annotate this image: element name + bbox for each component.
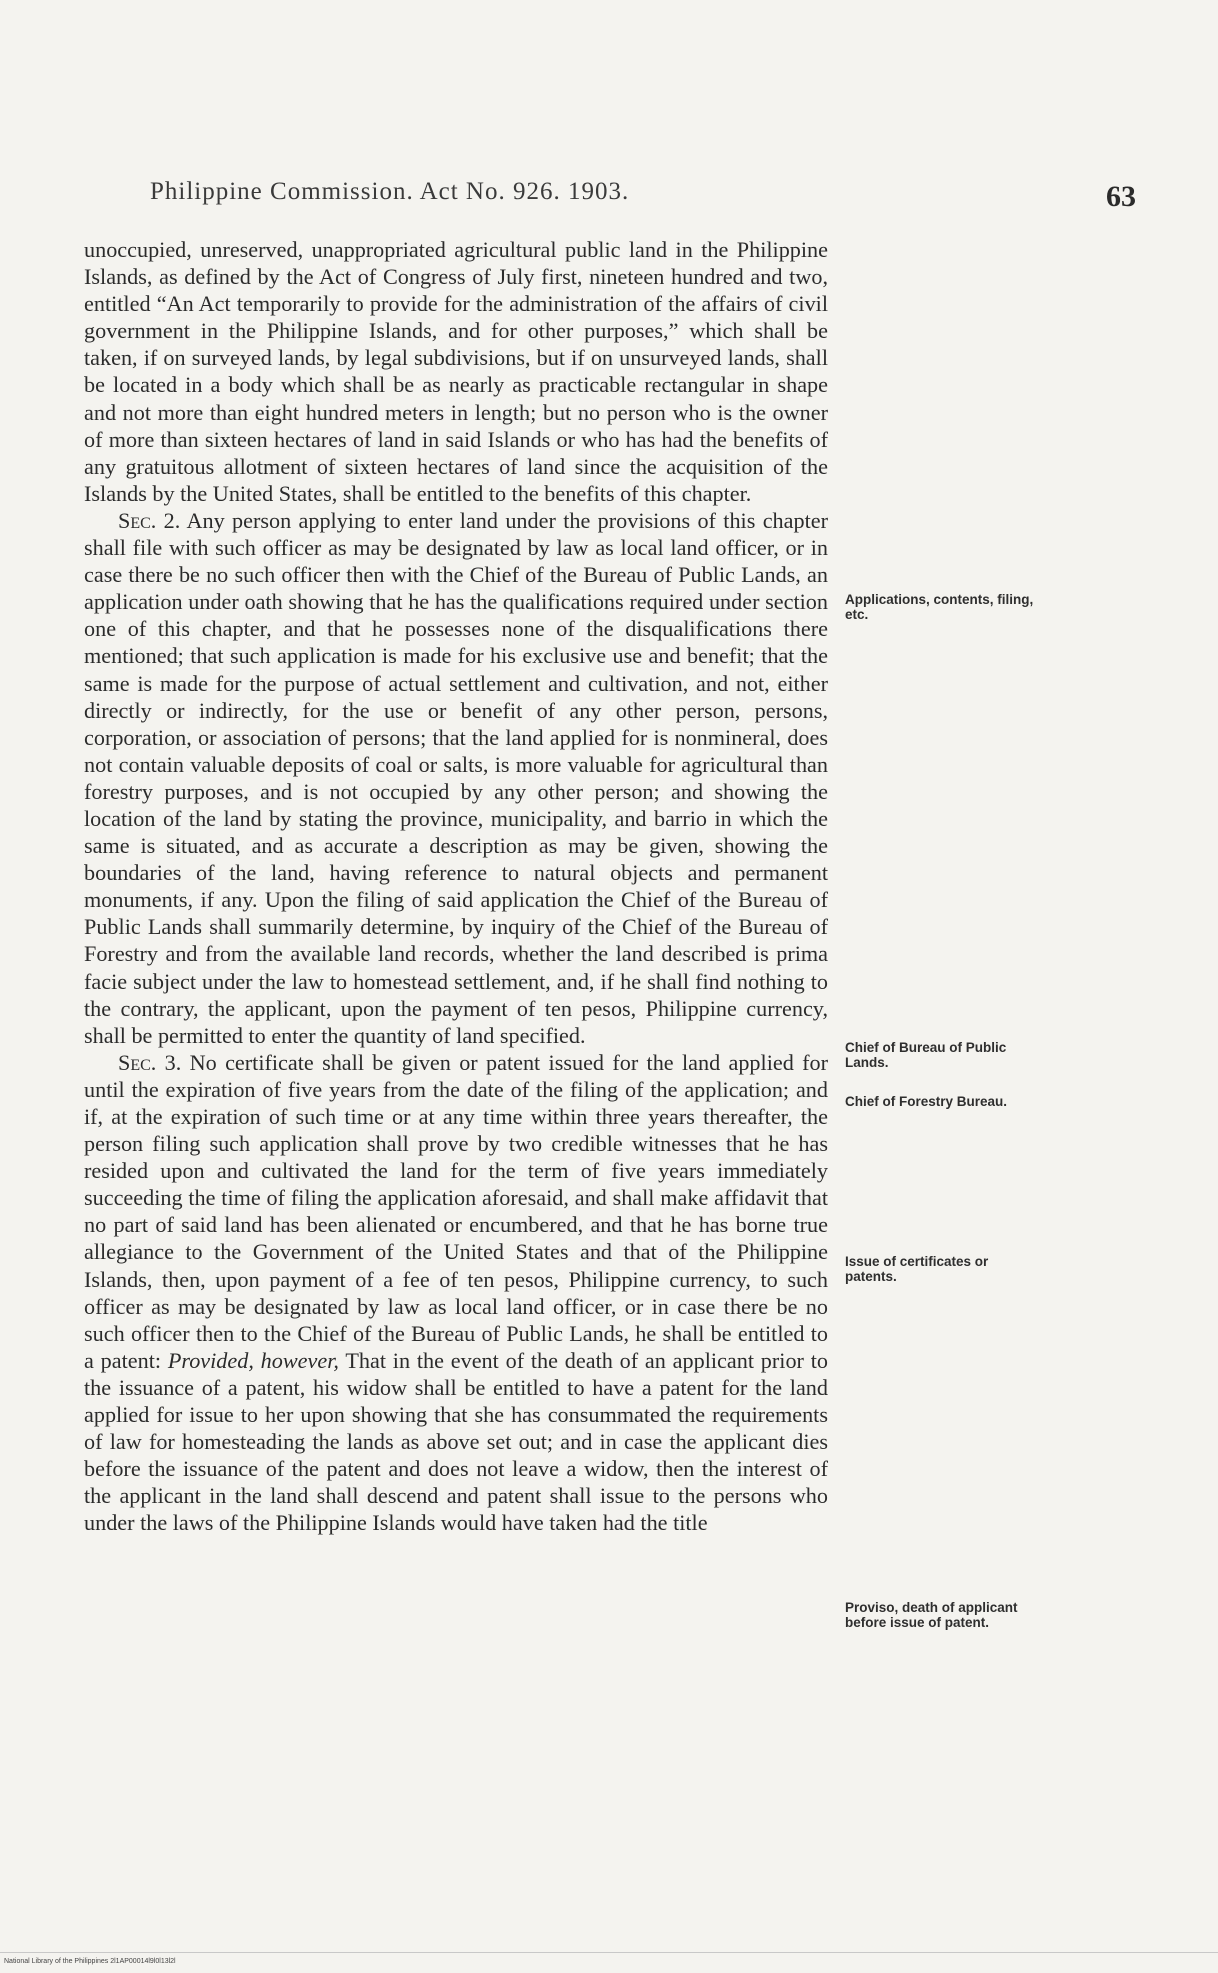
margin-note-applications: Applications, contents, filing, etc. [845, 592, 1034, 622]
section-2-label: Sec. 2. [118, 507, 181, 533]
proviso-phrase: Provided, however, [167, 1347, 339, 1373]
margin-note-chief-forestry: Chief of Forestry Bureau. [845, 1094, 1008, 1109]
section-3-text: No certificate shall be given or patent issued for the land applied for until the expiration of five years from the date of the filing of the application; and if, at the expiration of such time or at any time within three years thereafter, the person filing such application shall prove by two credible witnesses that he has resided upon and cultivated the land for the term of five years immediately succeeding the time of filing the application aforesaid, and shall make affidavit that no part of said land has been alienated or encumbered, and that he has borne true allegiance to the Government of the United States and that of the Philippine Islands, then, upon payment of a fee of ten pesos, Philippine currency, to such officer as may be designated by law as local land officer, or in case there be no such officer then to the Chief of the Bureau of Public Lands, he shall be entitled to a patent: [84, 1049, 828, 1373]
margin-note-issue-certificates: Issue of certificates or patents. [845, 1254, 989, 1284]
section-3-label: Sec. 3. [118, 1049, 182, 1075]
margin-note-proviso: Proviso, death of applicant before issue of patent. [845, 1600, 1018, 1630]
running-head: Philippine Commission. Act No. 926. 1903. [150, 178, 630, 205]
body-text [84, 236, 828, 1537]
margin-note-chief-public-lands: Chief of Bureau of Public Lands. [845, 1040, 1007, 1070]
footer-attribution: National Library of the Philippines 2l1AP00014l9l0l13l2l [4, 1958, 176, 1965]
paragraph-continuation: unoccupied, unreserved, unappropriated agricultural public land in the Philippine Islands, as defined by the Act of Congress of July first, nineteen hundred and two, entitled “An Act temporarily to provide for the administration of the affairs of civil government in the Philippine Islands, and for other purposes,” which shall be taken, if on surveyed lands, by legal subdivisions, but if on unsurveyed lands, shall be located in a body which shall be as nearly as practicable rectangular in shape and not more than eight hundred meters in length; but no person who is the owner of more than sixteen hectares of land in said Islands or who has had the benefits of any gratuitous allotment of sixteen hectares of land since the acquisition of the Islands by the United States, shall be entitled to the benefits of this chapter. [84, 237, 828, 506]
page-number: 63 [1106, 180, 1136, 213]
section-2-text: Any person applying to enter land under the provisions of this chapter shall file with such officer as may be designated by law as local land officer, or in case there be no such officer then with the Chief of the Bureau of Public Lands, an application under oath showing that he has the qualifications required under section one of this chapter, and that he possesses none of the disqualifications there mentioned; that such application is made for his exclusive use and benefit; that the same is made for the purpose of actual settlement and cultivation, and not, either directly or indirectly, for the use or benefit of any other person, persons, corporation, or association of persons; that the land applied for is nonmineral, does not contain valuable deposits of coal or salts, is more valuable for agricultural than forestry purposes, and is not occupied by any other person; and showing the location of the land by stating the province, municipality, and barrio in which the same is situated, and as accurate a description as may be given, showing the boundaries of the land, having reference to natural objects and permanent monuments, if any. Upon the filing of said application the Chief of the Bureau of Public Lands shall summarily determine, by inquiry of the Chief of the Bureau of Forestry and from the available land records, whether the land described is prima facie subject under the law to homestead settlement, and, if he shall find nothing to the contrary, the applicant, upon the payment of ten pesos, Philippine currency, shall be permitted to enter the quantity of land specified. [84, 507, 828, 1048]
section-3 [84, 1049, 828, 1537]
footer-divider [0, 1952, 1218, 1953]
section-2 [84, 507, 828, 1049]
section-3-proviso-text: That in the event of the death of an applicant prior to the issuance of a patent, his widow shall be entitled to have a patent for the land applied for issue to her upon showing that she has consummated the requirements of law for homesteading the lands as above set out; and in case the applicant dies before the issuance of the patent and does not leave a widow, then the interest of the applicant in the land shall descend and patent shall issue to the persons who under the laws of the Philippine Islands would have taken had the title [84, 1347, 828, 1536]
